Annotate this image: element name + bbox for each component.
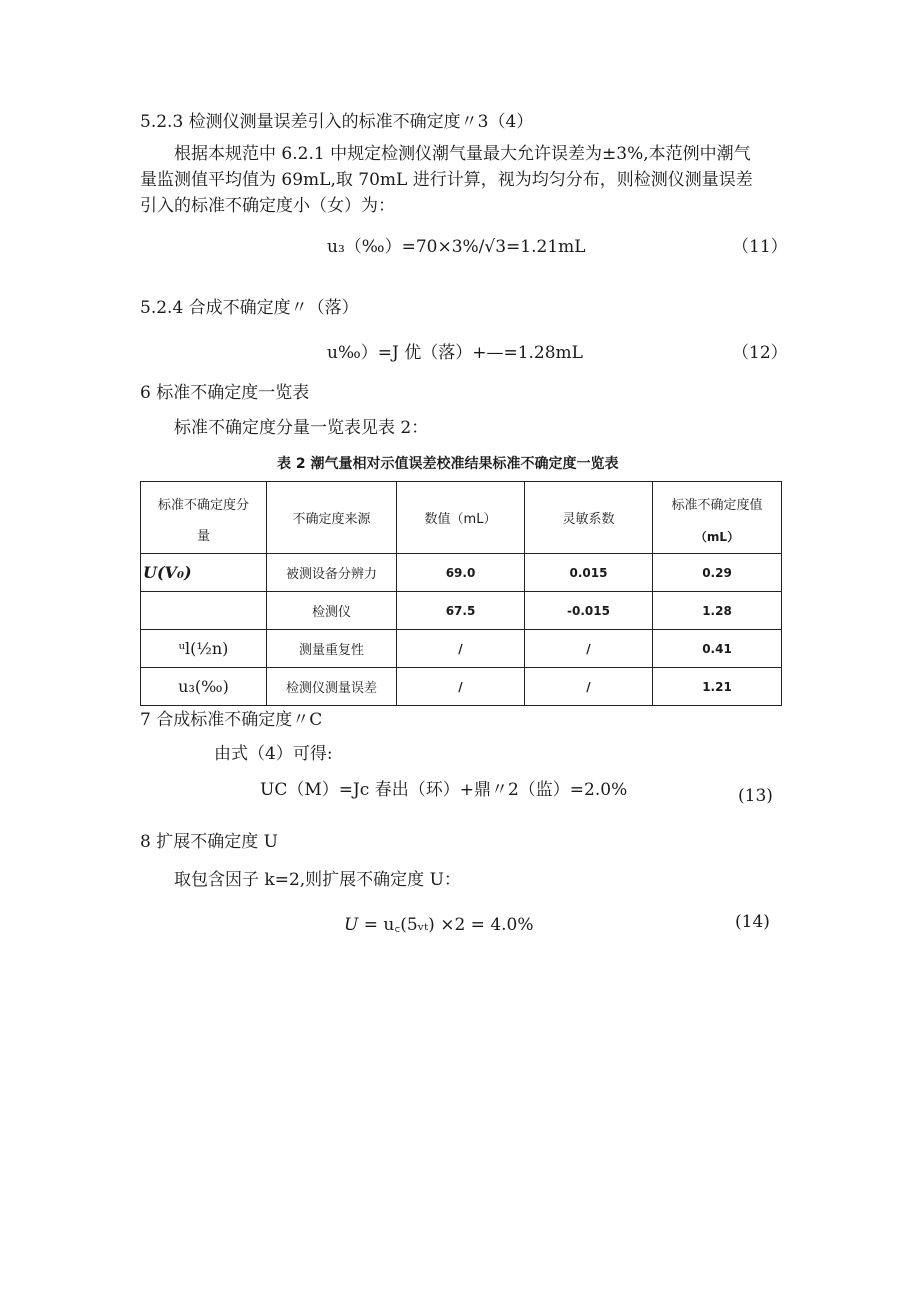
row-std: 1.28 <box>653 592 782 630</box>
row-std: 0.29 <box>653 554 782 592</box>
header-std-line-2: （mL） <box>694 529 740 544</box>
section-523-para-line-2: 量监测值平均值为 69mL,取 70mL 进行计算，视为均匀分布，则检测仪测量误差 <box>140 170 753 190</box>
row-source: 检测仪 <box>267 592 397 630</box>
header-source: 不确定度来源 <box>267 482 397 554</box>
equation-14 <box>344 912 534 935</box>
row-source: 检测仪测量误差 <box>267 668 397 706</box>
table-row <box>141 630 782 668</box>
row-symbol <box>141 592 267 630</box>
section-6-heading: 6 标准不确定度一览表 <box>140 383 310 403</box>
equation-12-number: （12） <box>732 343 788 363</box>
header-component-line-2: 量 <box>196 528 210 544</box>
equation-14-rhs: = u꜀(5ᵥₜ) ×2 = 4.0% <box>358 915 534 935</box>
row-coefficient: 0.015 <box>525 554 653 592</box>
row-symbol: ᵘl(½n) <box>141 630 267 668</box>
row-value: 69.0 <box>397 554 525 592</box>
row-value: 67.5 <box>397 592 525 630</box>
section-524-heading: 5.2.4 合成不确定度〃（落） <box>140 298 359 318</box>
section-8-heading: 8 扩展不确定度 U <box>140 832 278 852</box>
equation-13: UC（M）=Jc 春出（环）+鼎〃2（监）=2.0% <box>260 780 628 800</box>
equation-14-lhs: U <box>344 915 359 935</box>
header-value: 数值（mL） <box>397 482 525 554</box>
row-value: / <box>397 630 525 668</box>
header-coefficient: 灵敏系数 <box>525 482 653 554</box>
equation-14-number: (14) <box>735 912 770 932</box>
row-source: 测量重复性 <box>267 630 397 668</box>
uncertainty-table <box>140 481 782 706</box>
row-coefficient: -0.015 <box>525 592 653 630</box>
table-row <box>141 554 782 592</box>
section-523-para-line-1: 根据本规范中 6.2.1 中规定检测仪潮气量最大允许误差为±3%,本范例中潮气 <box>174 144 751 164</box>
equation-11-number: （11） <box>732 237 788 257</box>
row-coefficient: / <box>525 668 653 706</box>
equation-12: u‰）=J 优（落）+—=1.28mL <box>327 343 583 363</box>
section-6-para: 标准不确定度分量一览表见表 2： <box>174 418 429 438</box>
row-value: / <box>397 668 525 706</box>
table-header-row <box>141 482 782 554</box>
table-row <box>141 668 782 706</box>
header-std-line-1: 标准不确定度值 <box>671 497 763 513</box>
row-coefficient: / <box>525 630 653 668</box>
section-523-heading: 5.2.3 检测仪测量误差引入的标准不确定度〃3（4） <box>140 112 534 132</box>
header-component <box>141 482 267 554</box>
table-row <box>141 592 782 630</box>
section-7-heading: 7 合成标准不确定度〃C <box>140 710 323 730</box>
equation-13-number: (13) <box>738 786 773 806</box>
section-7-para: 由式（4）可得: <box>214 744 333 764</box>
row-symbol: u₃(‰) <box>141 668 267 706</box>
equation-11: u₃（‰）=70×3%/√3=1.21mL <box>327 237 586 257</box>
header-std-uncertainty <box>653 482 782 554</box>
row-std: 0.41 <box>653 630 782 668</box>
section-523-para-line-3: 引入的标准不确定度小（女）为： <box>140 196 395 216</box>
row-std: 1.21 <box>653 668 782 706</box>
row-symbol: U(V₀) <box>141 554 267 592</box>
section-8-para: 取包含因子 k=2,则扩展不确定度 U： <box>174 870 461 890</box>
header-component-line-1: 标准不确定度分 <box>157 497 249 513</box>
row-source: 被测设备分辨力 <box>267 554 397 592</box>
table-2-caption: 表 2 潮气量相对示值误差校准结果标准不确定度一览表 <box>277 456 619 472</box>
